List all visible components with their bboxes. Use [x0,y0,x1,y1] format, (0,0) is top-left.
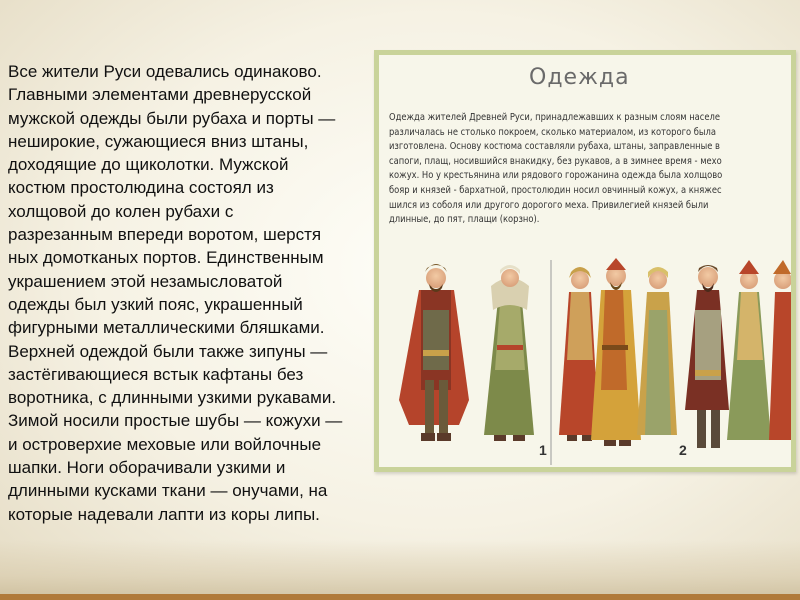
text-line: одежды был узкий пояс, украшенный [8,294,303,314]
text-line: Все жители Руси одевались одинаково. [8,62,322,81]
figure-woman-ochre-dress [637,267,677,435]
text-line: доходящие до щиколотки. Мужской [8,155,289,175]
figure-warrior-red-cloak [399,264,469,441]
figure-label-1: 1 [539,442,547,458]
textbook-line: сапоги, плащ, носившийся внакидку, без рукавов, а в зимнее время - мехо [389,155,722,167]
figure-label-2: 2 [679,442,687,458]
figure-partial-edge [769,260,791,440]
text-line: неширокие, сужающиеся вниз штаны, [8,131,309,151]
slide-bottom-band [0,540,800,600]
figure-prince-yellow-robe [591,258,641,446]
textbook-line: длинные, до пят, плащи (корзно). [389,214,540,226]
text-line: украшением этой незамысловатой [8,271,283,291]
text-line: шапки. Ноги оборачивали узкими и [8,458,286,478]
textbook-line: различалась не столько покроем, сколько материалом, из которого была [389,126,716,138]
text-line: мужской одежды были рубаха и порты — [8,108,336,128]
text-line: длинными кусками ткани — онучами, на [8,481,328,501]
text-line: Верхней одеждой были также зипуны — [8,341,328,361]
text-line: которые надевали лапти из коры липы. [8,504,320,524]
textbook-paragraph [389,111,796,228]
textbook-title: Одежда [529,65,630,90]
slide-main-text [8,60,398,526]
textbook-line: шился из соболя или другого дорогого меха. Привилегией князей были [389,199,709,211]
textbook-line: Одежда жителей Древней Руси, принадлежавших к разным слоям населе [389,112,721,123]
text-line: застёгивающиеся встык кафтаны без [8,364,304,384]
text-line: Зимой носили простые шубы — кожухи — [8,411,343,431]
text-line: и островерхие меховые или войлочные [8,434,322,454]
textbook-line: бояр и князей - бархатной, простолюдин носил овчинный кожух, а княжес [389,184,722,196]
figure-woman-green-dress [484,265,534,441]
textbook-line: изготовлена. Основу костюма составляли рубаха, штаны, заправленные в [389,141,720,153]
text-line: разрезанным впереди воротом, шерстя [8,225,322,245]
slide-bottom-stripe [0,594,800,600]
text-line: воротника, с длинными узкими рукавами. [8,388,337,408]
textbook-line: кожух. Но у крестьянина или рядового горожанина одежда была холщово [389,170,723,182]
text-line: Главными элементами древнерусской [8,85,312,105]
text-line: фигурными металлическими бляшками. [8,318,325,338]
text-line: ных домотканых портов. Единственным [8,248,324,268]
figure-warrior-dark-red [685,265,729,448]
text-line: холщовой до колен рубахи с [8,201,234,221]
text-line: костюм простолюдина состоял из [8,178,274,198]
textbook-image [374,50,796,472]
costume-figures-illustration [379,250,791,467]
figure-woman-green-headdress [727,260,771,440]
costume-figures-svg [379,250,791,467]
